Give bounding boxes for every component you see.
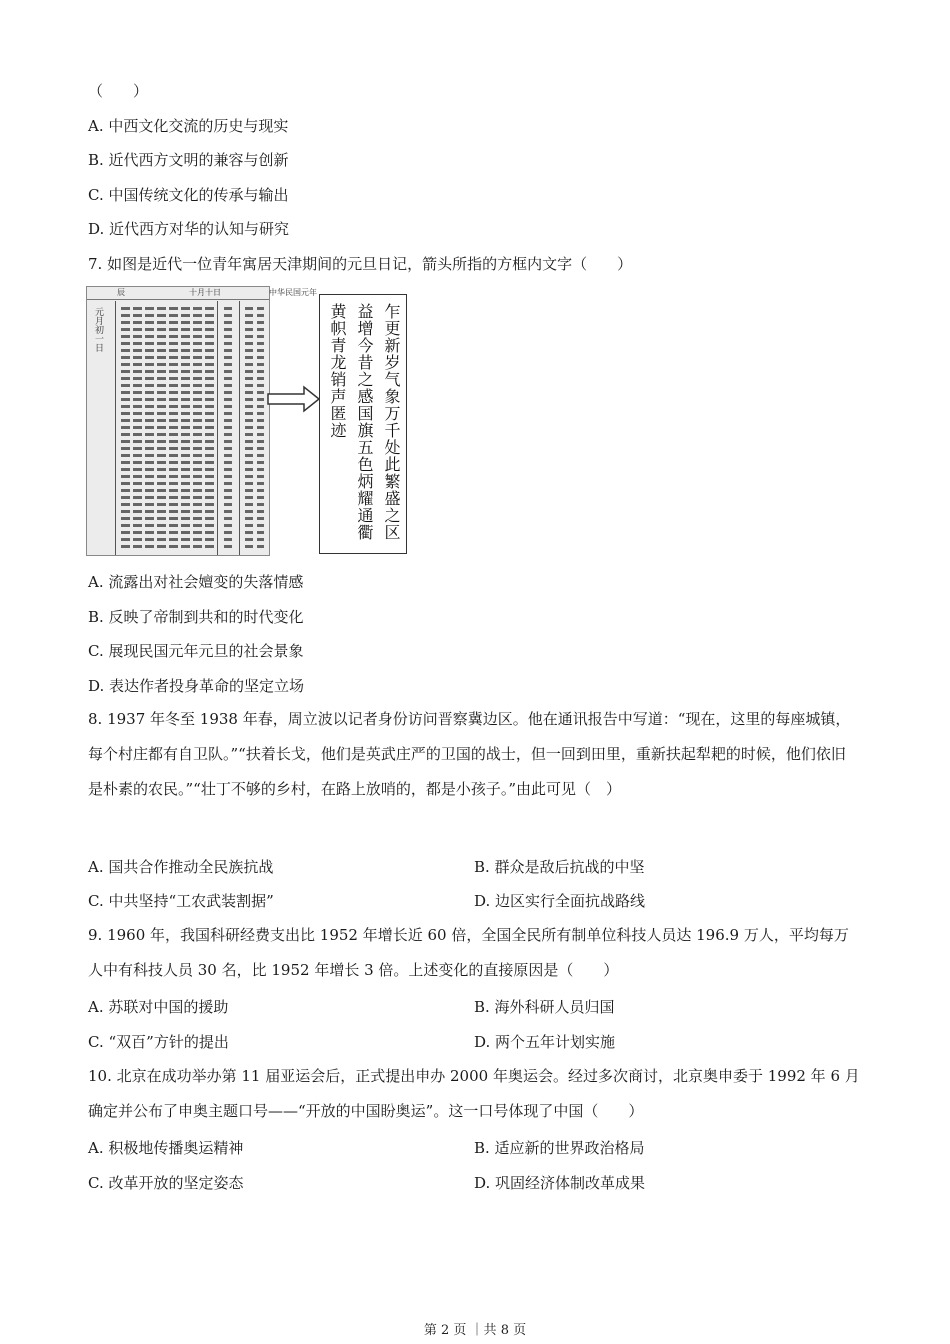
q9-option-d[interactable]: D. 两个五年计划实施 <box>474 1033 616 1051</box>
q10-option-a[interactable]: A. 积极地传播奥运精神 <box>88 1139 244 1157</box>
diary-figure <box>86 286 408 556</box>
q6-option-d[interactable]: D. 近代西方对华的认知与研究 <box>88 220 290 238</box>
q8-stem: 8. 1937 年冬至 1938 年春，周立波以记者身份访问晋察冀边区。他在通讯报告中写道：“现在，这里的每座城镇，每个村庄都有自卫队。”“扶着长戈，他们是英武庄严的卫国的战士，但一回到田里，重新扶起犁耙的时候，他们依旧是朴素的农民。”“壮丁不够的乡村，在路上放哨的，都是小孩子。”由此可见（ ） <box>88 710 851 798</box>
q6-option-c[interactable]: C. 中国传统文化的传承与输出 <box>88 186 289 204</box>
q9-option-b[interactable]: B. 海外科研人员归国 <box>474 998 615 1016</box>
q9-option-c[interactable]: C. “双百”方针的提出 <box>88 1033 229 1051</box>
q10-stem: 10. 北京在成功举办第 11 届亚运会后，正式提出申办 2000 年奥运会。经过多次商讨，北京奥申委于 1992 年 6 月确定并公布了申奥主题口号——“开放的中国盼奥运”。这一口号体现了中国（ ） <box>88 1067 860 1120</box>
q7-option-b[interactable]: B. 反映了帝制到共和的时代变化 <box>88 608 304 626</box>
q6-answer-paren: （ ） <box>88 82 149 100</box>
diary-scan-image <box>86 286 317 556</box>
page-footer: 第 2 页 ｜共 8 页 <box>423 1323 527 1338</box>
q7-option-c[interactable]: C. 展现民国元年元旦的社会景象 <box>88 642 304 660</box>
q9-stem: 9. 1960 年，我国科研经费支出比 1952 年增长近 60 倍，全国全民所有制单位科技人员达 196.9 万人，平均每万人中有科技人员 30 名，比 1952 年增长 3 倍。上述变化的直接原因是（ ） <box>88 926 849 979</box>
q8-option-b[interactable]: B. 群众是敌后抗战的中坚 <box>474 858 645 876</box>
q10-option-b[interactable]: B. 适应新的世界政治格局 <box>474 1139 645 1157</box>
diary-transcription-box <box>319 294 407 554</box>
q7-option-a[interactable]: A. 流露出对社会嬗变的失落情感 <box>88 573 304 591</box>
q8-option-a[interactable]: A. 国共合作推动全民族抗战 <box>88 858 274 876</box>
arrow-icon <box>268 384 320 414</box>
q8-option-d[interactable]: D. 边区实行全面抗战路线 <box>474 892 646 910</box>
diary-scan-header: 辰 十月十日 中华民国元年 <box>87 287 269 300</box>
q8-option-c[interactable]: C. 中共坚持“工农武装割据” <box>88 892 274 910</box>
q7-stem: 7. 如图是近代一位青年寓居天津期间的元旦日记，箭头所指的方框内文字（ ） <box>88 255 633 273</box>
transcription-column-2: 益增今昔之感国旗五色炳耀通衢 <box>355 303 374 541</box>
diary-scan-side-label: 元月初一日 <box>93 307 103 352</box>
q6-option-a[interactable]: A. 中西文化交流的历史与现实 <box>88 117 289 135</box>
q6-option-b[interactable]: B. 近代西方文明的兼容与创新 <box>88 151 289 169</box>
transcription-column-1: 乍更新岁气象万千处此繁盛之区 <box>382 303 401 541</box>
q10-option-c[interactable]: C. 改革开放的坚定姿态 <box>88 1174 244 1192</box>
transcription-column-3: 黄帜青龙销声匿迹 <box>328 303 347 439</box>
q7-option-d[interactable]: D. 表达作者投身革命的坚定立场 <box>88 677 305 695</box>
q10-option-d[interactable]: D. 巩固经济体制改革成果 <box>474 1174 646 1192</box>
q9-option-a[interactable]: A. 苏联对中国的援助 <box>88 998 229 1016</box>
